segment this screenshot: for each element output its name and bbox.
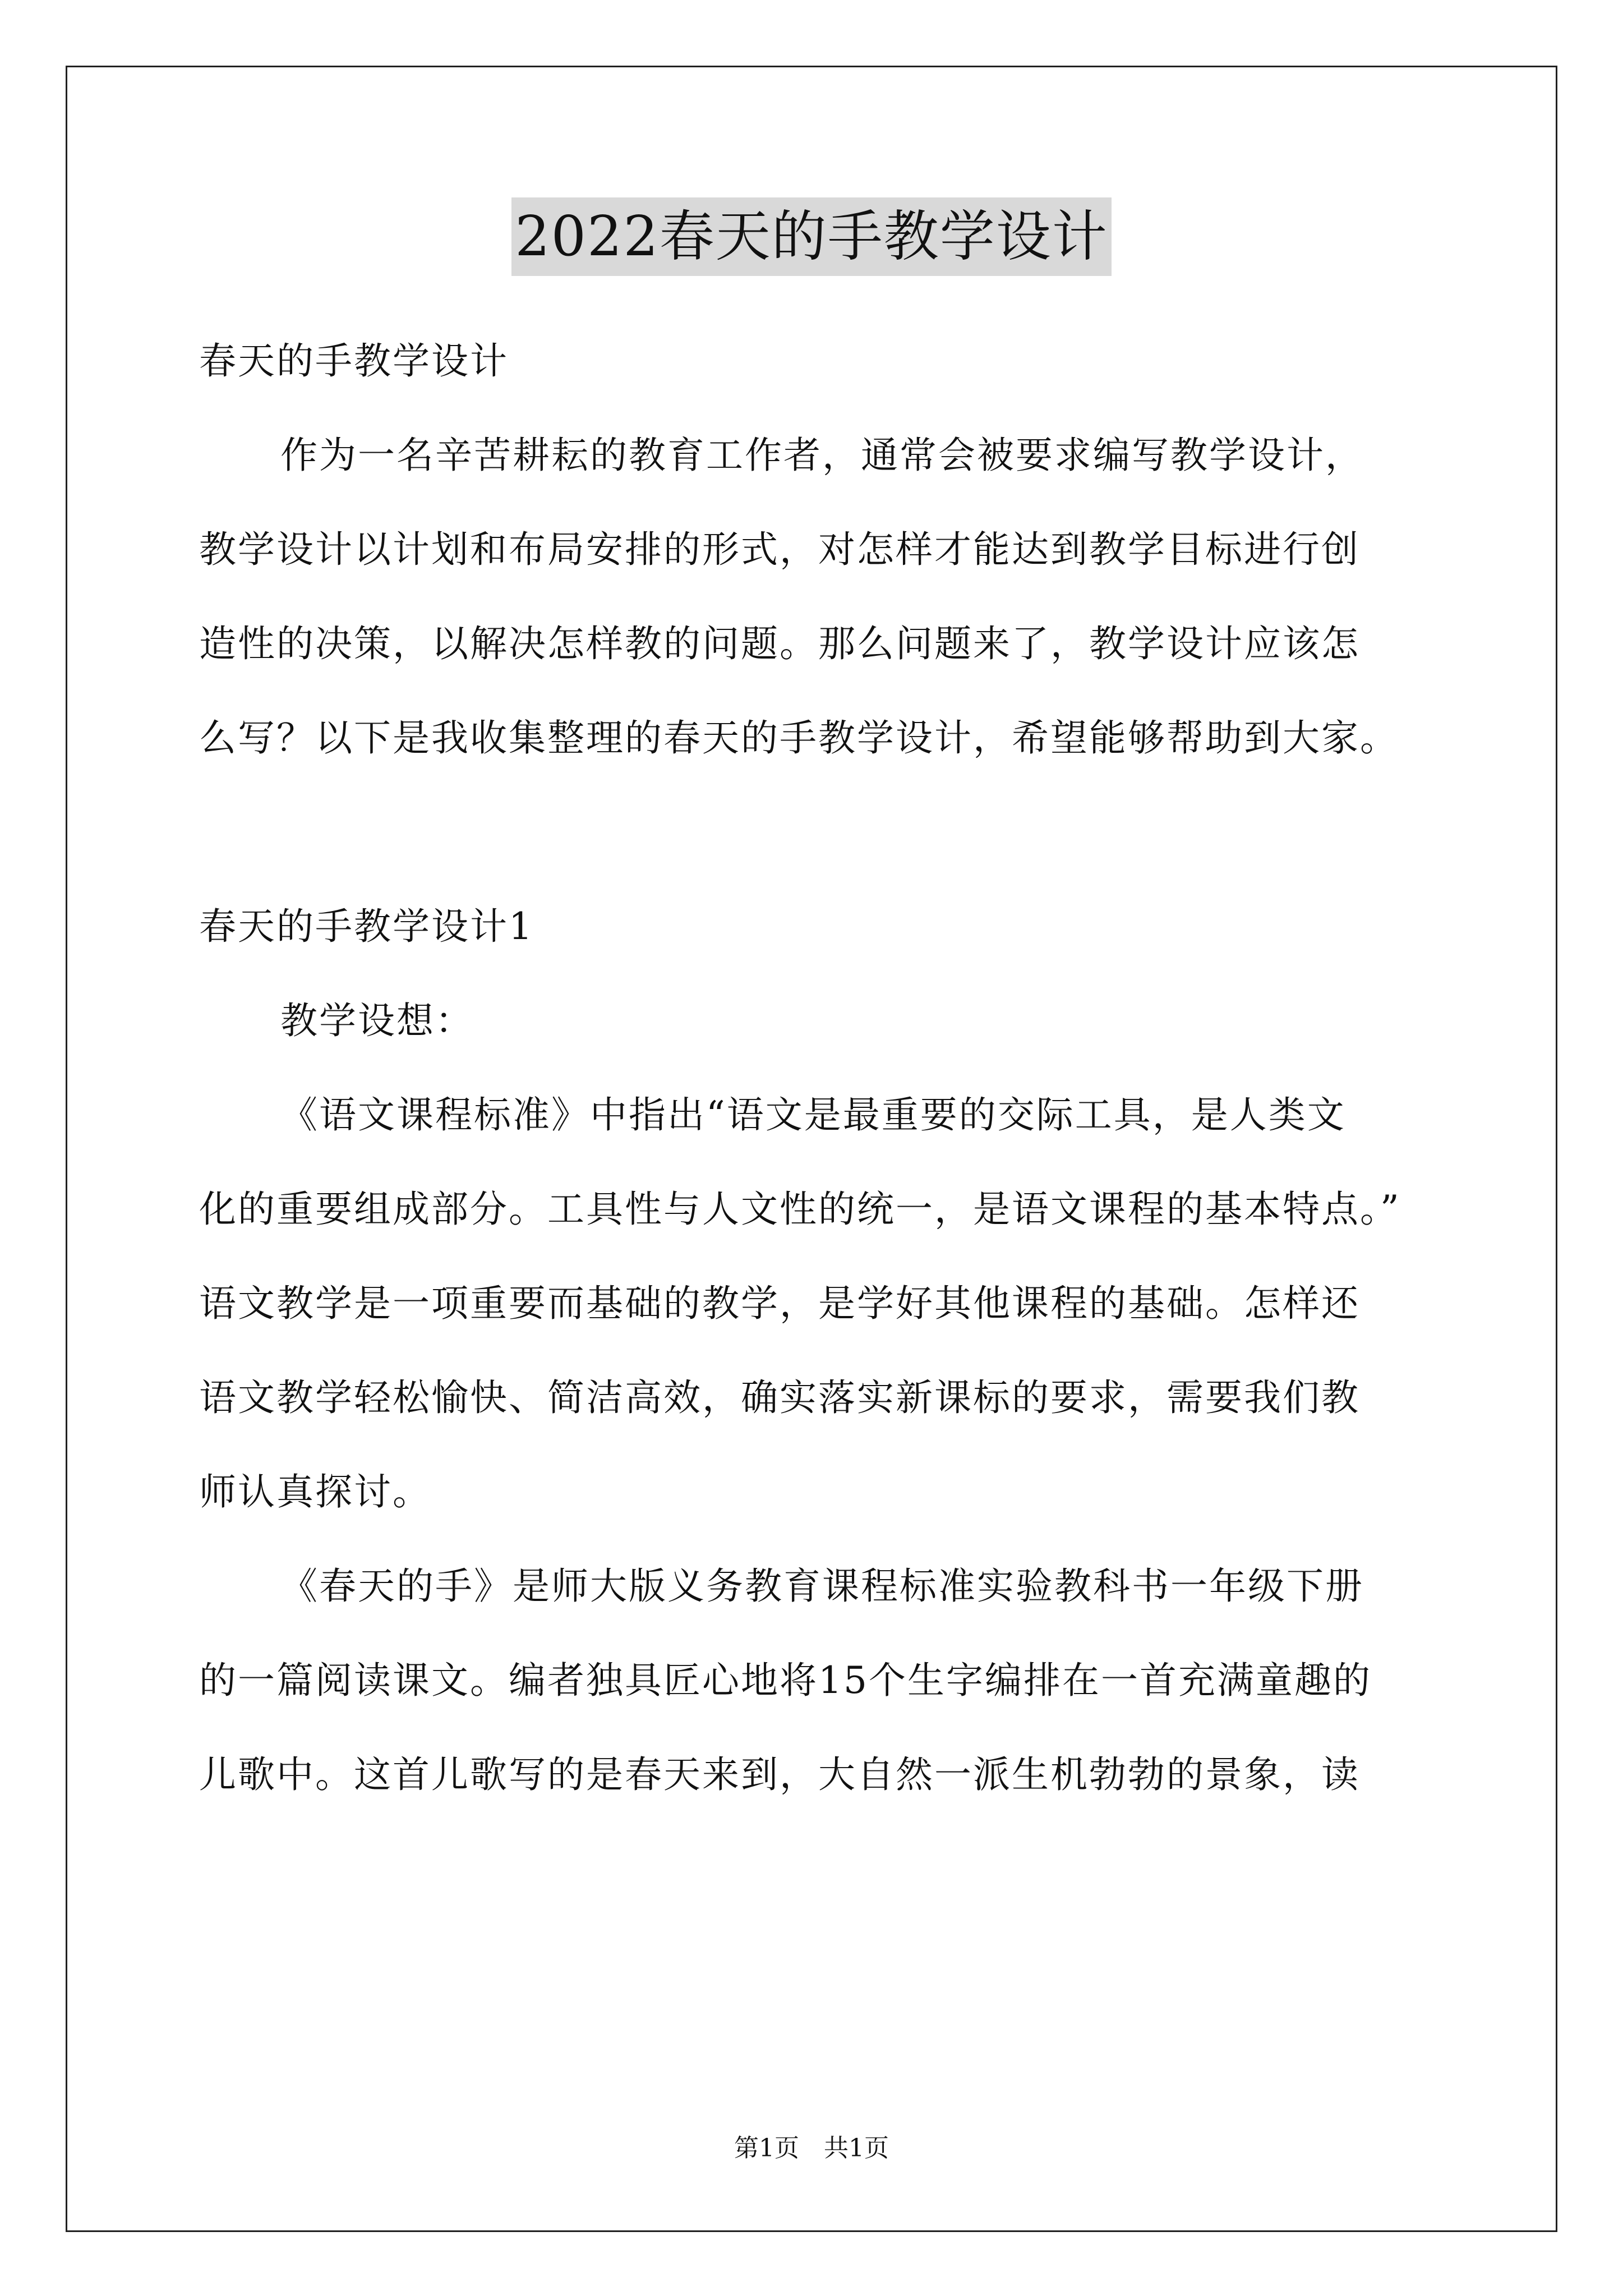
- document-subtitle: 春天的手教学设计: [199, 339, 509, 383]
- intro-line: 教学设计以计划和布局安排的形式，对怎样才能达到教学目标进行创: [199, 528, 1360, 571]
- intro-line: 造性的决策，以解决怎样教的问题。那么问题来了，教学设计应该怎: [199, 622, 1360, 665]
- paragraph-line: 《春天的手》是师大版义务教育课程标准实验教科书一年级下册: [280, 1565, 1364, 1608]
- page-number: 第1页 共1页: [734, 2134, 889, 2162]
- paragraph-line: 《语文课程标准》中指出“语文是最重要的交际工具，是人类文: [280, 1093, 1346, 1137]
- document-body: [199, 314, 1433, 1822]
- paragraph-line: 师认真探讨。: [199, 1470, 431, 1513]
- title-block: [0, 197, 1623, 276]
- paragraph-line: 语文教学是一项重要而基础的教学，是学好其他课程的基础。怎样还: [199, 1282, 1360, 1325]
- paragraph-line: 语文教学轻松愉快、简洁高效，确实落实新课标的要求，需要我们教: [199, 1376, 1360, 1419]
- document-title: 2022春天的手教学设计: [511, 197, 1111, 276]
- intro-line: 么写？以下是我收集整理的春天的手教学设计，希望能够帮助到大家。: [199, 716, 1399, 760]
- section-heading: 春天的手教学设计1: [199, 905, 534, 948]
- blank-line: [199, 785, 1433, 880]
- page-footer: [0, 2132, 1623, 2165]
- paragraph-line: 的一篇阅读课文。编者独具匠心地将15个生字编排在一首充满童趣的: [199, 1659, 1372, 1702]
- intro-line: 作为一名辛苦耕耘的教育工作者，通常会被要求编写教学设计，: [280, 434, 1364, 477]
- paragraph-line: 化的重要组成部分。工具性与人文性的统一，是语文课程的基本特点。”: [199, 1188, 1401, 1231]
- subheading: 教学设想：: [280, 999, 474, 1042]
- paragraph-line: 儿歌中。这首儿歌写的是春天来到，大自然一派生机勃勃的景象，读: [199, 1753, 1360, 1796]
